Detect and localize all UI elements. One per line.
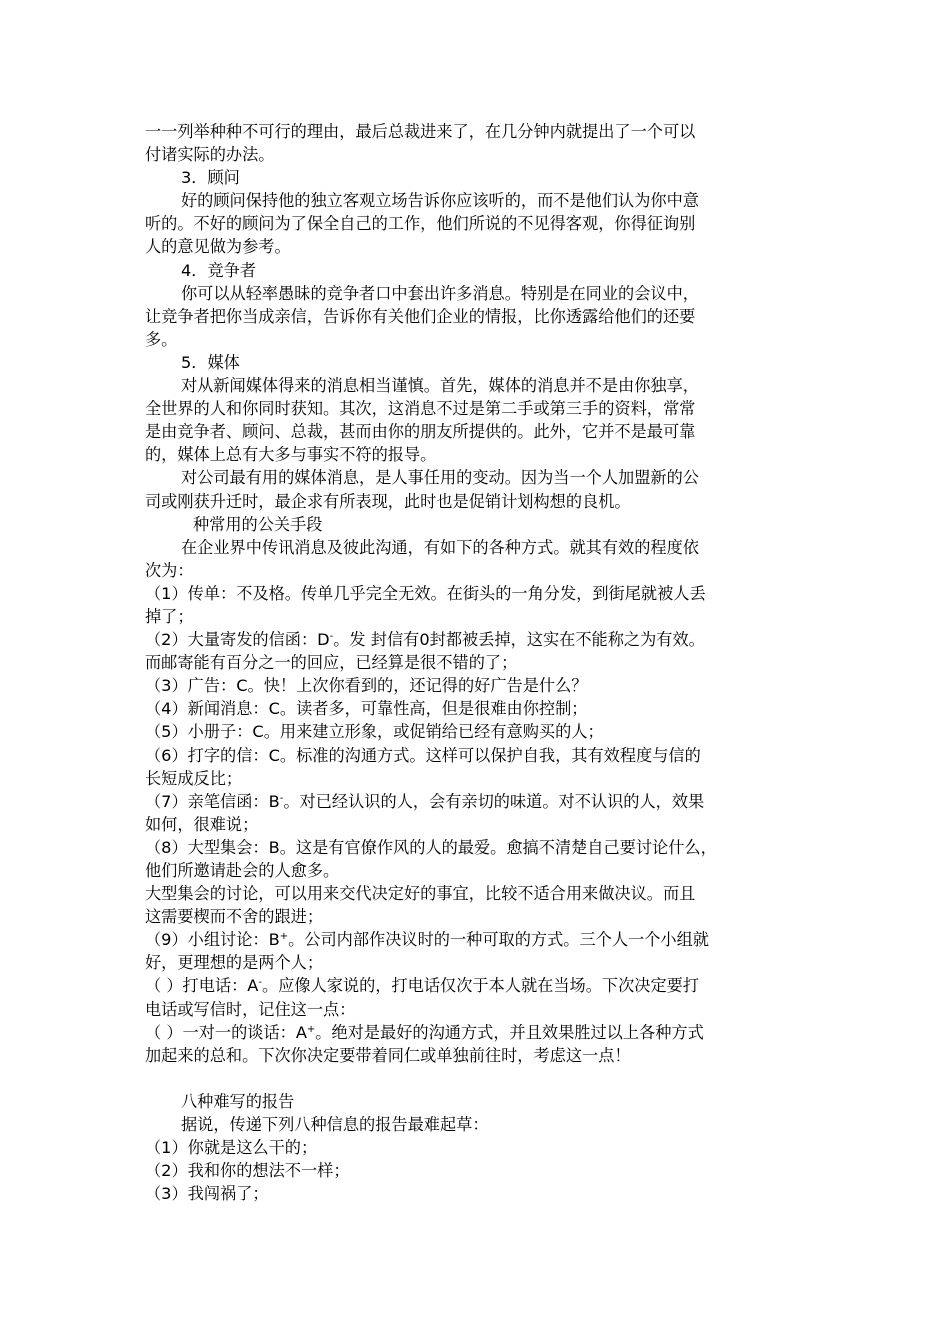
text-line: 让竞争者把你当成亲信，告诉你有关他们企业的情报，比你透露给他们的还要 — [145, 306, 696, 326]
text-line: 对从新闻媒体得来的消息相当谨慎。首先，媒体的消息并不是由你独享， — [181, 376, 699, 396]
text-line: 他们所邀请赴会的人愈多。 — [145, 861, 340, 880]
text-line: 付诸实际的办法。 — [145, 145, 275, 165]
text-line: 长短成反比； — [145, 768, 243, 788]
section-heading-pr-methods: 种常用的公关手段 — [193, 514, 323, 534]
list-item: （8）大型集会：B。这是有官僚作风的人的最爱。愈搞不清楚自己要讨论什么， — [145, 837, 717, 857]
text-line: 好，更理想的是两个人； — [145, 953, 324, 973]
text-line: 而邮寄能有百分之一的回应，已经算是很不错的了； — [145, 653, 518, 673]
list-item: （3）我闯祸了； — [145, 1184, 269, 1204]
section-heading-media: 5．媒体 — [181, 352, 240, 372]
text-line: 对公司最有用的媒体消息，是人事任用的变动。因为当一个人加盟新的公 — [181, 468, 699, 488]
text-line: 是由竞争者、顾问、总裁，甚而由你的朋友所提供的。此外，它并不是最可靠 — [145, 422, 696, 442]
list-item: （2）大量寄发的信函：D-。发 封信有0封都被丢掉，这实在不能称之为有效。 — [145, 630, 705, 650]
text-line: 如何，很难说； — [145, 814, 259, 834]
list-item: （3）广告：C。快！上次你看到的，还记得的好广告是什么？ — [145, 676, 588, 696]
text-line: 大型集会的讨论，可以用来交代决定好的事宜，比较不适合用来做决议。而且 — [145, 884, 696, 904]
section-heading-competitor: 4．竞争者 — [181, 260, 257, 280]
list-item: （ ）打电话：A-。应像人家说的，打电话仅次于本人就在当场。下次决定要打 — [145, 976, 700, 996]
text-line: 加起来的总和。下次你决定要带着同仁或单独前往时，考虑这一点！ — [145, 1045, 631, 1065]
list-item: （2）我和你的想法不一样； — [145, 1161, 350, 1181]
list-item: （6）打字的信：C。标准的沟通方式。这样可以保护自我，其有效程度与信的 — [145, 745, 701, 765]
list-item: （9）小组讨论：B+。公司内部作决议时的一种可取的方式。三个人一个小组就 — [145, 930, 709, 950]
text-line: 这需要楔而不舍的跟进； — [145, 907, 324, 927]
text-line: 在企业界中传讯消息及彼此沟通，有如下的各种方式。就其有效的程度依 — [181, 537, 699, 557]
list-item: （5）小册子：C。用来建立形象，或促销给已经有意购买的人； — [145, 722, 604, 742]
text-line: 听的。不好的顾问为了保全自己的工作，他们所说的不见得客观，你得征询别 — [145, 214, 696, 234]
text-line: 的，媒体上总有大多与事实不符的报导。 — [145, 445, 437, 465]
text-line: 次为： — [145, 560, 194, 580]
document-body — [145, 120, 815, 1205]
list-item: （1）传单：不及格。传单几乎完全无效。在街头的一角分发，到街尾就被人丢 — [145, 583, 706, 603]
text-line: 好的顾问保持他的独立客观立场告诉你应该听的，而不是他们认为你中意 — [181, 191, 699, 211]
text-line: 你可以从轻率愚昧的竞争者口中套出许多消息。特别是在同业的会议中， — [181, 283, 699, 303]
text-line: 据说，传递下列八种信息的报告最难起草： — [181, 1115, 489, 1135]
text-line: 电话或写信时，记住这一点： — [145, 999, 356, 1019]
text-line: 人的意见做为参考。 — [145, 237, 291, 257]
text-line: 全世界的人和你同时获知。其次，这消息不过是第二手或第三手的资料，常常 — [145, 399, 696, 419]
list-item: （ ）一对一的谈话：A+。绝对是最好的沟通方式，并且效果胜过以上各种方式 — [145, 1022, 704, 1042]
section-heading-advisor: 3．顾问 — [181, 168, 240, 188]
blank-line — [145, 1067, 815, 1090]
list-item: （4）新闻消息：C。读者多，可靠性高，但是很难由你控制； — [145, 699, 588, 719]
text-line: 掉了； — [145, 606, 194, 626]
list-item: （7）亲笔信函：B-。对已经认识的人，会有亲切的味道。对不认识的人，效果 — [145, 791, 705, 811]
text-line: 一一列举种种不可行的理由，最后总裁进来了，在几分钟内就提出了一个可以 — [145, 122, 696, 141]
text-line: 多。 — [145, 329, 178, 349]
section-heading-reports: 八种难写的报告 — [181, 1091, 295, 1111]
text-line: 司或刚获升迁时，最企求有所表现，此时也是促销计划构想的良机。 — [145, 491, 631, 511]
list-item: （1）你就是这么干的； — [145, 1138, 318, 1158]
